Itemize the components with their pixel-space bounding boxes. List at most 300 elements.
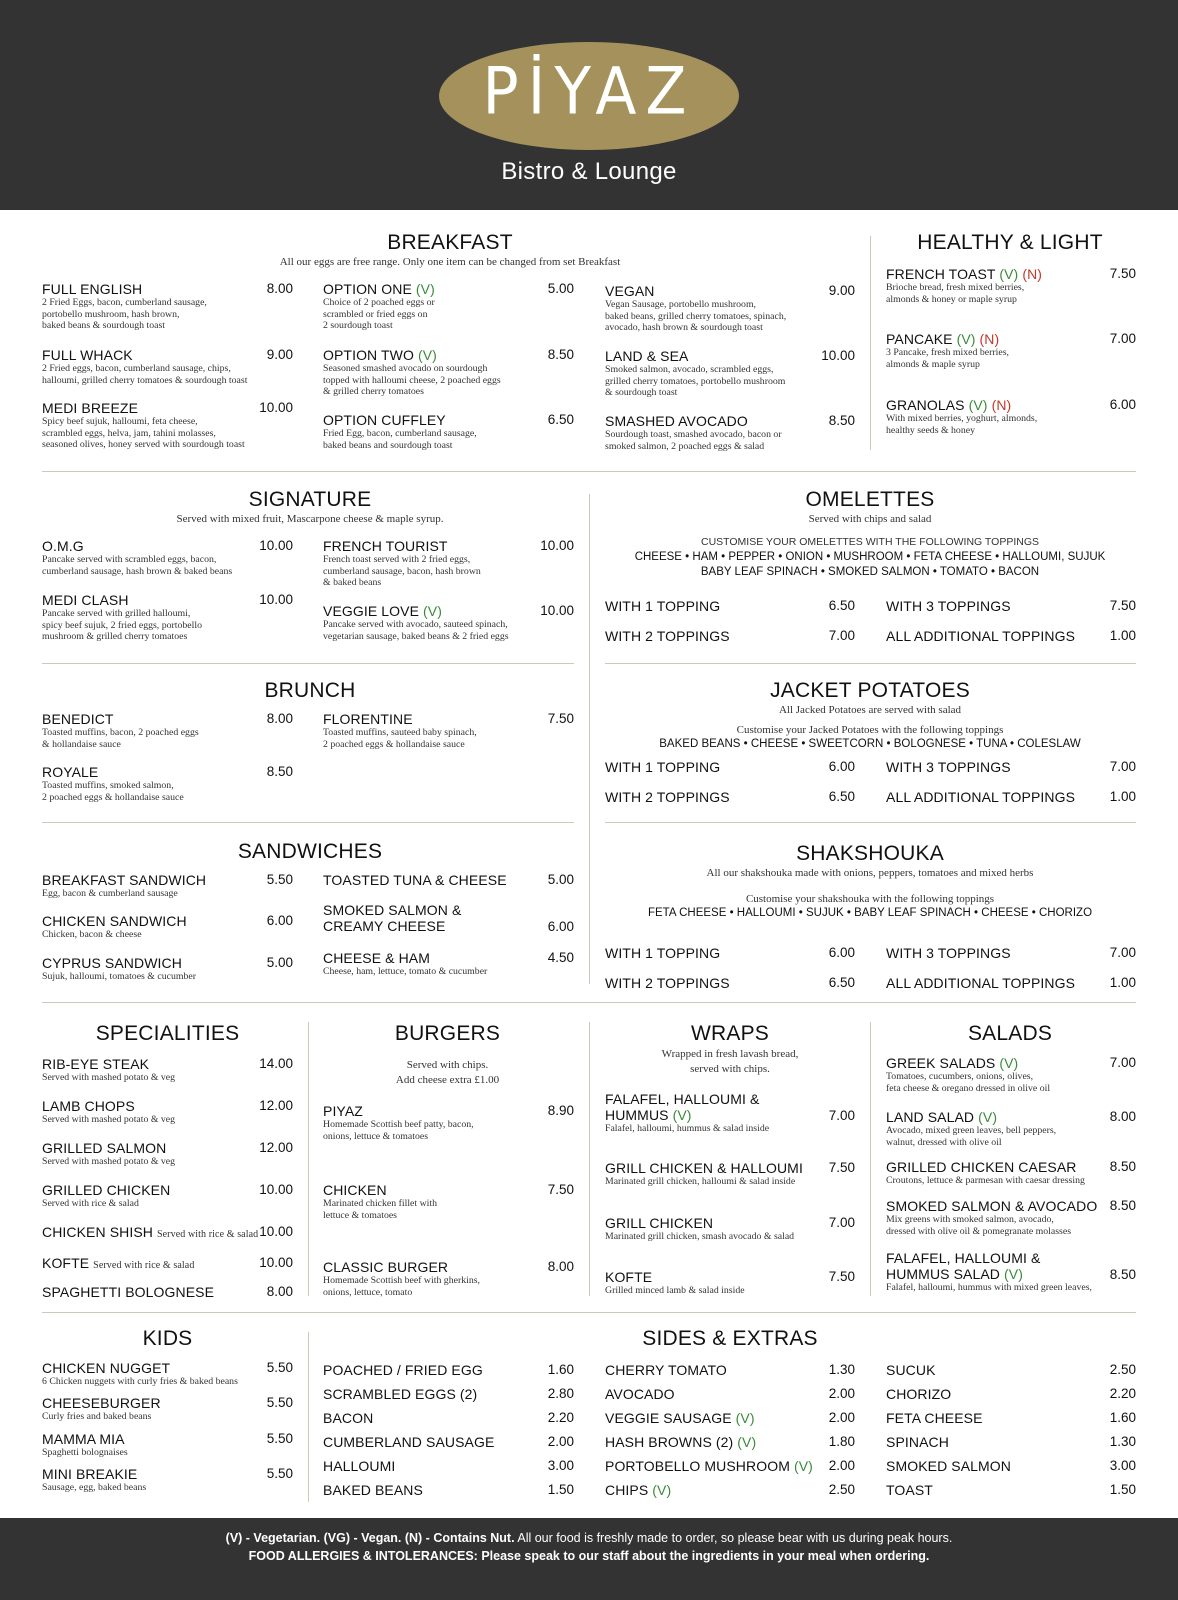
item-price: 10.00 [259,1255,293,1270]
item-description: Curly fries and baked beans [42,1411,152,1422]
item-price: 7.00 [828,1215,855,1230]
item-name [42,1182,170,1198]
menu-item-cheese-ham [323,950,487,978]
item-description: baked beans, grilled cherry tomatoes, spinach, [605,310,787,322]
menu-item-bacon [323,1410,373,1426]
item-description: Fried Egg, bacon, cumberland sausage, [323,428,477,439]
menu-item-with-1-topping [605,759,720,775]
signature-note: Served with mixed fruit, Mascarpone cheese & maple syrup. [176,513,444,525]
contains-nut-tag: (N) [991,397,1012,413]
item-price: 8.00 [266,281,293,296]
item-name-text: OPTION TWO [323,347,414,363]
item-name-text: VEGGIE SAUSAGE [605,1410,732,1426]
jacket-note: All Jacked Potatoes are served with salad [778,704,962,716]
item-name [886,1250,1092,1282]
vegetarian-tag: (V) [415,281,435,297]
menu-item-smoked-salmon-avocado [886,1198,1097,1237]
item-name [605,1269,745,1285]
item-name [42,1224,258,1241]
menu-item-grilled-salmon [42,1140,175,1168]
menu-item-veggie-sausage [605,1410,755,1426]
item-price: 7.50 [547,711,574,726]
item-name-text: VEGAN [605,283,655,299]
menu-item-smoked-salmon-creamy-cheese [323,902,461,934]
item-name-text: BACON [323,1410,374,1426]
section-title-signature: SIGNATURE [248,488,372,511]
menu-item-medi-clash [42,592,202,643]
item-name-text: GRILL CHICKEN [605,1215,714,1231]
item-price: 9.00 [266,347,293,362]
item-name [886,789,1075,805]
menu-item-o-m-g [42,538,232,577]
divider [870,1022,871,1296]
item-description: Served with mashed potato & veg [42,1072,176,1083]
section-title-burgers: BURGERS [394,1022,501,1045]
section-title-shakshouka: SHAKSHOUKA [796,842,944,865]
item-name-text: GRILLED CHICKEN [42,1182,171,1198]
menu-item-chicken-shish [42,1224,258,1241]
item-description: Falafel, halloumi, hummus & salad inside [605,1123,770,1134]
menu-item-medi-breeze [42,400,245,451]
brand-tagline: Bistro & Lounge [501,158,677,185]
item-price: 9.00 [828,283,855,298]
item-name-text: FULL ENGLISH [42,281,143,297]
omelettes-customise: CUSTOMISE YOUR OMELETTES WITH THE FOLLOWING TOPPINGS [701,536,1039,548]
menu-item-with-2-toppings [605,789,730,805]
footer-allergy-notice: FOOD ALLERGIES & INTOLERANCES: Please speak to our staff about the ingredients in your meal when ordering. [248,1549,930,1563]
divider [589,1022,590,1296]
item-name [323,902,461,934]
item-name-text: WITH 3 TOPPINGS [886,759,1011,775]
footer-legend-text: All our food is freshly made to order, so please bear with us during peak hours. [514,1531,953,1545]
vegetarian-tag: (V) [968,397,988,413]
item-description: almonds & honey or maple syrup [886,293,1017,305]
menu-item-grill-chicken [605,1215,794,1243]
shakshouka-customise: Customise your shakshouka with the following toppings [745,893,995,905]
item-description: baked beans & sourdough toast [42,320,165,332]
vegetarian-tag: (V) [978,1109,998,1125]
brand-logo: PİYAZ [482,54,696,130]
item-price: 7.50 [828,1269,855,1284]
item-name [605,1410,755,1426]
item-name-text: MEDI CLASH [42,592,129,608]
item-name-text: CYPRUS SANDWICH [42,955,182,971]
item-name-text: ROYALE [42,764,99,780]
item-name [42,913,187,929]
item-name [42,1284,214,1300]
item-name [886,1482,933,1498]
item-price: 2.20 [547,1410,574,1425]
item-price: 6.00 [266,913,293,928]
menu-item-kofte [42,1255,194,1272]
item-description: onions, lettuce, tomato [323,1286,413,1298]
item-price: 10.00 [259,592,293,607]
item-price: 6.00 [1109,397,1136,412]
item-name [886,1386,951,1402]
item-name [42,1098,175,1114]
omelettes-toppings-line1: CHEESE • HAM • PEPPER • ONION • MUSHROOM • FETA CHEESE • HALLOUMI, SUJUK [634,551,1106,563]
menu-item-grill-chicken-halloumi [605,1160,803,1188]
item-name [605,759,720,775]
item-description: Toasted muffins, sauteed baby spinach, [323,727,477,738]
omelettes-note: Served with chips and salad [808,513,932,525]
item-price: 2.50 [1109,1362,1136,1377]
item-price: 1.60 [547,1362,574,1377]
item-name [323,1182,437,1198]
item-name-text: TOASTED TUNA & CHEESE [323,872,507,888]
item-name [42,400,245,416]
item-name-text: VEGGIE LOVE [323,603,420,619]
item-description: onions, lettuce & tomatoes [323,1130,429,1142]
item-description: & sourdough toast [605,387,678,399]
item-name-text: BENEDICT [42,711,114,727]
item-price: 7.00 [1109,331,1136,346]
menu-item-with-2-toppings [605,975,730,991]
item-name-text: CHICKEN SHISH [42,1224,153,1240]
menu-item-chorizo [886,1386,951,1402]
burgers-note-2: Add cheese extra £1.00 [395,1074,500,1086]
divider [42,471,1136,472]
item-price: 10.00 [259,1224,293,1239]
item-name [886,1198,1097,1214]
item-price: 12.00 [259,1140,293,1155]
item-price: 7.00 [828,1108,855,1123]
item-description: Pancake served with avocado, sauteed spinach, [323,619,508,630]
item-description: mushroom & grilled cherry tomatoes [42,631,188,643]
item-name-text: PIYAZ [323,1103,363,1119]
item-price: 10.00 [259,1182,293,1197]
item-price: 1.50 [547,1482,574,1497]
menu-item-scrambled-eggs-2 [323,1386,477,1402]
menu-item-halloumi [323,1458,395,1474]
item-name-text: WITH 3 TOPPINGS [886,598,1011,614]
menu-item-toast [886,1482,933,1498]
menu-item-mamma-mia [42,1431,128,1459]
item-price: 10.00 [540,603,574,618]
item-name [323,711,477,727]
item-description: grilled cherry tomatoes, portobello mushroom [605,375,786,387]
vegetarian-tag: (V) [999,266,1019,282]
item-description: 2 Fried Eggs, bacon, cumberland sausage, [42,297,207,308]
item-name [323,1103,474,1119]
item-price: 1.00 [1109,789,1136,804]
item-name [886,1055,1050,1071]
item-name-text: FALAFEL, HALLOUMI & [605,1091,760,1107]
menu-item-piyaz [323,1103,474,1142]
item-name-text: SMASHED AVOCADO [605,413,748,429]
menu-item-granolas [886,397,1037,436]
item-name [886,1434,949,1450]
item-name-text: CREAMY CHEESE [323,918,446,934]
item-name [605,1434,756,1450]
item-name-text: WITH 1 TOPPING [605,945,721,961]
item-description: Marinated grill chicken, smash avocado & salad [605,1231,795,1242]
item-price: 2.20 [1109,1386,1136,1401]
vegetarian-tag: (V) [956,331,976,347]
menu-item-all-additional-toppings [886,789,1075,805]
item-price: 12.00 [259,1098,293,1113]
item-name-text: WITH 1 TOPPING [605,759,721,775]
item-price: 10.00 [259,400,293,415]
item-name-text: LAND SALAD [886,1109,975,1125]
menu-item-land-sea [605,348,785,399]
item-price: 6.50 [828,789,855,804]
item-name-text: PANCAKE [886,331,953,347]
item-price: 6.00 [547,919,574,934]
item-name [42,872,206,888]
item-name-text: SPINACH [886,1434,949,1450]
item-price: 7.50 [828,1160,855,1175]
item-name [42,1466,146,1482]
jacket-toppings: BAKED BEANS • CHEESE • SWEETCORN • BOLOGNESE • TUNA • COLESLAW [659,738,1081,750]
item-description: cumberland sausage, hash brown & baked beans [42,565,233,577]
item-description: 2 sourdough toast [323,320,393,332]
section-title-specialities: SPECIALITIES [95,1022,240,1045]
menu-item-option-cuffley [323,412,477,451]
menu-item-toasted-tuna-cheese [323,872,507,888]
item-description: Sausage, egg, baked beans [42,1482,147,1493]
menu-item-french-tourist [323,538,481,589]
item-description: Toasted muffins, smoked salmon, [42,780,174,791]
item-description: Pancake served with scrambled eggs, bacon, [42,554,217,565]
item-name-text: CHORIZO [886,1386,952,1402]
vegetarian-tag: (V) [652,1482,672,1498]
item-description: 2 poached eggs & hollandaise sauce [42,791,184,803]
menu-item-lamb-chops [42,1098,175,1126]
item-price: 8.50 [828,413,855,428]
menu-item-smoked-salmon [886,1458,1011,1474]
item-price: 7.50 [547,1182,574,1197]
item-name [605,283,786,299]
menu-item-option-one [323,281,435,332]
item-name-text: HALLOUMI [323,1458,396,1474]
item-name-text: AVOCADO [605,1386,675,1402]
breakfast-note: All our eggs are free range. Only one item can be changed from set Breakfast [279,256,621,268]
divider [589,494,590,984]
footer-legend-key: (V) - Vegetarian. (VG) - Vegan. (N) - Contains Nut. [225,1531,515,1545]
item-description: Marinated chicken fillet with [323,1198,437,1209]
menu-item-cyprus-sandwich [42,955,196,983]
vegetarian-tag: (V) [737,1434,757,1450]
item-description: Spaghetti bolognaises [42,1447,128,1458]
item-price: 5.50 [266,1466,293,1481]
item-description: Homemade Scottish beef patty, bacon, [323,1119,474,1130]
item-price: 5.50 [266,1395,293,1410]
divider [42,822,574,823]
item-name [886,1410,983,1426]
item-name [886,1458,1011,1474]
item-price: 2.00 [828,1458,855,1473]
item-inline-description: Served with rice & salad [93,1260,195,1271]
item-price: 14.00 [259,1056,293,1071]
item-name [605,975,730,991]
item-description: dressed with olive oil & pomegranate molasses [886,1225,1072,1237]
menu-item-chicken [323,1182,437,1221]
item-name-text: RIB-EYE STEAK [42,1056,150,1072]
item-price: 7.50 [1109,598,1136,613]
section-title-breakfast: BREAKFAST [387,231,513,254]
item-name-text: SMOKED SALMON [886,1458,1011,1474]
item-name-text: SUCUK [886,1362,936,1378]
item-name-text: LAMB CHOPS [42,1098,135,1114]
section-title-sides-extras: SIDES & EXTRAS [642,1327,818,1350]
item-description: Grilled minced lamb & salad inside [605,1285,745,1296]
menu-item-sucuk [886,1362,936,1378]
menu-item-breakfast-sandwich [42,872,206,900]
item-name-text: FETA CHEESE [886,1410,983,1426]
item-description: & baked beans [323,577,382,589]
item-price: 1.80 [828,1434,855,1449]
item-name [605,348,785,364]
item-description: walnut, dressed with olive oil [886,1136,1002,1148]
menu-item-florentine [323,711,477,750]
item-name [42,538,232,554]
section-title-jacket-potatoes: JACKET POTATOES [770,679,970,702]
item-description: With mixed berries, yoghurt, almonds, [886,413,1038,424]
menu-item-all-additional-toppings [886,628,1075,644]
vegetarian-tag: (V) [423,603,442,619]
item-name [886,1362,936,1378]
section-title-brunch: BRUNCH [264,679,356,702]
item-price: 2.00 [828,1386,855,1401]
item-description: Brioche bread, fresh mixed berries, [886,282,1025,293]
vegetarian-tag: (V) [793,1458,813,1474]
item-name-text: WITH 2 TOPPINGS [605,975,730,991]
item-price: 6.00 [828,945,855,960]
section-title-omelettes: OMELETTES [805,488,935,511]
item-description: French toast served with 2 fried eggs, [323,554,471,565]
item-name [42,764,184,780]
item-description: Pancake served with grilled halloumi, [42,608,191,619]
item-name-text: FALAFEL, HALLOUMI & [886,1250,1041,1266]
item-price: 5.00 [547,872,574,887]
item-description: avocado, hash brown & sourdough toast [605,322,763,334]
menu-item-classic-burger [323,1259,480,1298]
item-price: 5.00 [547,281,574,296]
section-title-kids: KIDS [142,1327,193,1350]
item-name [323,538,481,554]
menu-item-chicken-nugget [42,1360,238,1388]
item-name-text: GRILLED SALMON [42,1140,167,1156]
menu-item-portobello-mushroom [605,1458,813,1474]
item-name [886,1109,1056,1125]
jacket-customise: Customise your Jacked Potatoes with the following toppings [736,724,1004,736]
item-name [323,281,435,297]
item-price: 8.90 [547,1103,574,1118]
menu-item-full-english [42,281,207,332]
item-description: Falafel, halloumi, hummus with mixed green leaves, [886,1282,1092,1293]
item-name-text: KOFTE [605,1269,653,1285]
item-price: 7.00 [1109,1055,1136,1070]
item-name-text: HASH BROWNS (2) [605,1434,734,1450]
item-name [886,1159,1085,1175]
item-description: Served with mashed potato & veg [42,1156,176,1167]
item-name [323,1482,423,1498]
item-name-text: ALL ADDITIONAL TOPPINGS [886,975,1076,991]
item-name [605,945,720,961]
menu-item-greek-salads [886,1055,1050,1094]
item-name [42,1255,194,1272]
item-name [42,1056,175,1072]
item-price: 6.50 [547,412,574,427]
menu-item-pancake [886,331,1009,370]
item-description: 6 Chicken nuggets with curly fries & baked beans [42,1376,238,1387]
item-name [886,975,1075,991]
divider [42,1312,1136,1313]
contains-nut-tag: (N) [979,331,1000,347]
item-name-text: CHEESEBURGER [42,1395,161,1411]
item-price: 2.50 [828,1482,855,1497]
shakshouka-note: All our shakshouka made with onions, peppers, tomatoes and mixed herbs [706,867,1034,879]
item-name [323,347,501,363]
vegetarian-tag: (V) [1004,1266,1023,1282]
item-price: 5.50 [266,1431,293,1446]
menu-item-land-salad [886,1109,1056,1148]
item-price: 7.00 [1109,759,1136,774]
section-title-healthy-light: HEALTHY & LIGHT [917,231,1103,254]
item-price: 4.50 [547,950,574,965]
item-price: 5.50 [266,872,293,887]
item-name-text: GRILLED CHICKEN CAESAR [886,1159,1077,1175]
vegetarian-tag: (V) [735,1410,755,1426]
item-name [323,1410,373,1426]
item-description: Vegan Sausage, portobello mushroom, [605,299,757,310]
item-description: healthy seeds & honey [886,424,975,436]
item-description: topped with halloumi cheese, 2 poached eggs [323,374,501,386]
menu-item-with-3-toppings [886,759,1011,775]
menu-item-with-1-topping [605,598,720,614]
item-description: Spicy beef sujuk, halloumi, feta cheese, [42,416,198,427]
item-description: 3 Pancake, fresh mixed berries, [886,347,1009,358]
item-price: 1.00 [1109,975,1136,990]
menu-item-spinach [886,1434,949,1450]
item-price: 5.50 [266,1360,293,1375]
contains-nut-tag: (N) [1022,266,1043,282]
item-description: scrambled eggs, helva, jam, tahini molasses, [42,427,216,439]
item-description: Sourdough toast, smashed avocado, bacon or [605,429,782,440]
item-price: 7.00 [828,628,855,643]
item-price: 6.50 [828,598,855,613]
menu-item-chicken-sandwich [42,913,187,941]
item-name-text: GRANOLAS [886,397,965,413]
item-name [42,1360,238,1376]
item-price: 8.50 [1109,1198,1136,1213]
item-name-text: CHERRY TOMATO [605,1362,727,1378]
item-name-text: FRENCH TOAST [886,266,996,282]
item-name [323,1458,395,1474]
item-description: Chicken, bacon & cheese [42,929,142,940]
item-price: 8.50 [1109,1159,1136,1174]
item-name-text: CHEESE & HAM [323,950,430,966]
menu-item-with-2-toppings [605,628,730,644]
item-price: 3.00 [547,1458,574,1473]
item-description: cumberland sausage, bacon, hash brown [323,565,481,577]
item-description: spicy beef sujuk, 2 fried eggs, portobello [42,619,202,631]
item-name [886,331,1009,347]
omelettes-toppings-line2: BABY LEAF SPINACH • SMOKED SALMON • TOMATO • BACON [700,566,1040,578]
item-name [886,598,1011,614]
item-name [323,1434,494,1450]
item-name [42,955,196,971]
item-name-text: CUMBERLAND SAUSAGE [323,1434,495,1450]
menu-item-vegan [605,283,786,334]
item-description: 2 poached eggs & hollandaise sauce [323,738,465,750]
item-description: Cheese, ham, lettuce, tomato & cucumber [323,966,488,977]
item-name-text: O.M.G [42,538,84,554]
item-name-text: OPTION ONE [323,281,412,297]
item-price: 10.00 [821,348,855,363]
item-description: portobello mushroom, hash brown, [42,308,180,320]
